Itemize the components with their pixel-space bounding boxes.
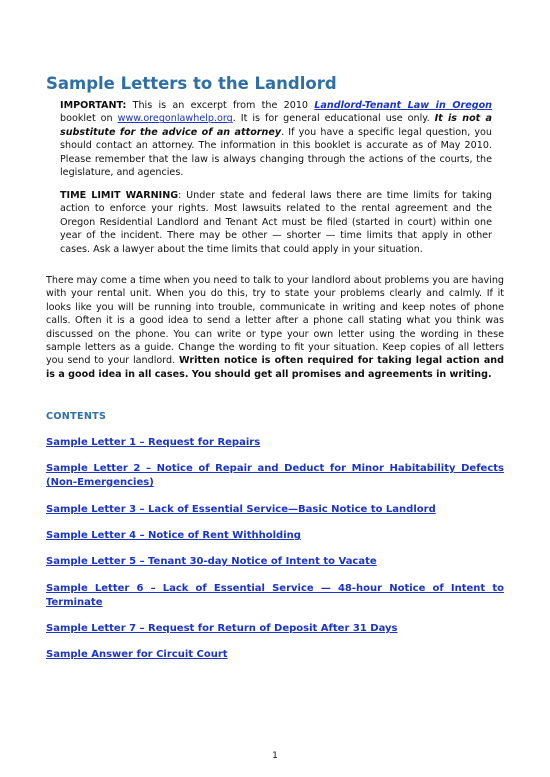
important-emphasis: It is not a substitute for the advice of an attorney [60,113,493,138]
time-limit-warning [60,189,492,256]
page-title: Sample Letters to the Landlord [46,74,337,93]
intro-bold: Written notice is often required for taking legal action and is a good idea in all cases. You should get all promises and agreements in writing. [46,355,504,380]
toc-link-letter-2[interactable]: Sample Letter 2 – Notice of Repair and Deduct for Minor Habitability Defects (Non-Emergencies) [46,463,504,488]
time-limit-text: : Under state and federal laws there are time limits for taking action to enforce your rights. Most lawsuits related to the rental agreement and the Oregon Residential Landlord and Tenant Act must be filed (started in court) within one year of the incident. There may be other — shorter — time limits that apply in other cases. Ask a lawyer about the time limits that could apply in your situation. [60,190,493,255]
toc-link-answer[interactable]: Sample Answer for Circuit Court [46,649,228,660]
important-text-2: booklet on [60,113,118,125]
intro-text: There may come a time when you need to talk to your landlord about problems you are having with your rental unit. When you do this, try to state your problems clearly and calmly. If it looks like you will be running into trouble, communicate in writing and keep notes of phone calls. Often it is a good idea to send a letter after a phone call stating what you think was discussed on the phone. You can write or type your own letter using the wording in these sample letters as a guide. Change the wording to fit your situation. Keep copies of all letters you send to your landlord. [46,275,504,367]
website-link[interactable]: www.oregonlawhelp.org [117,113,233,125]
important-text-3: . It is for general educational use only. [232,113,435,125]
intro-paragraph [46,274,504,381]
important-label: IMPORTANT: [60,100,127,111]
page-number: 1 [272,751,278,761]
toc-link-letter-5[interactable]: Sample Letter 5 – Tenant 30-day Notice of Intent to Vacate [46,556,377,567]
toc-link-letter-3[interactable]: Sample Letter 3 – Lack of Essential Service—Basic Notice to Landlord [46,504,436,515]
toc-link-letter-7[interactable]: Sample Letter 7 – Request for Return of Deposit After 31 Days [46,623,398,634]
contents-heading: CONTENTS [46,411,107,422]
important-notice [60,99,492,179]
booklet-link[interactable]: Landlord-Tenant Law in Oregon [314,100,493,111]
toc-link-letter-6[interactable]: Sample Letter 6 – Lack of Essential Service — 48-hour Notice of Intent to Terminate [46,583,504,608]
toc-link-letter-1[interactable]: Sample Letter 1 – Request for Repairs [46,437,261,448]
important-text-4: . If you have a specific legal question, you should contact an attorney. The information in this booklet is accurate as of May 2010. Please remember that the law is always changing through the actions of the courts, the legislature, and agencies. [60,126,492,179]
time-limit-label: TIME LIMIT WARNING [60,190,179,201]
toc-link-letter-4[interactable]: Sample Letter 4 – Notice of Rent Withholding [46,530,301,541]
important-text-1: This is an excerpt from the 2010 [126,100,315,111]
